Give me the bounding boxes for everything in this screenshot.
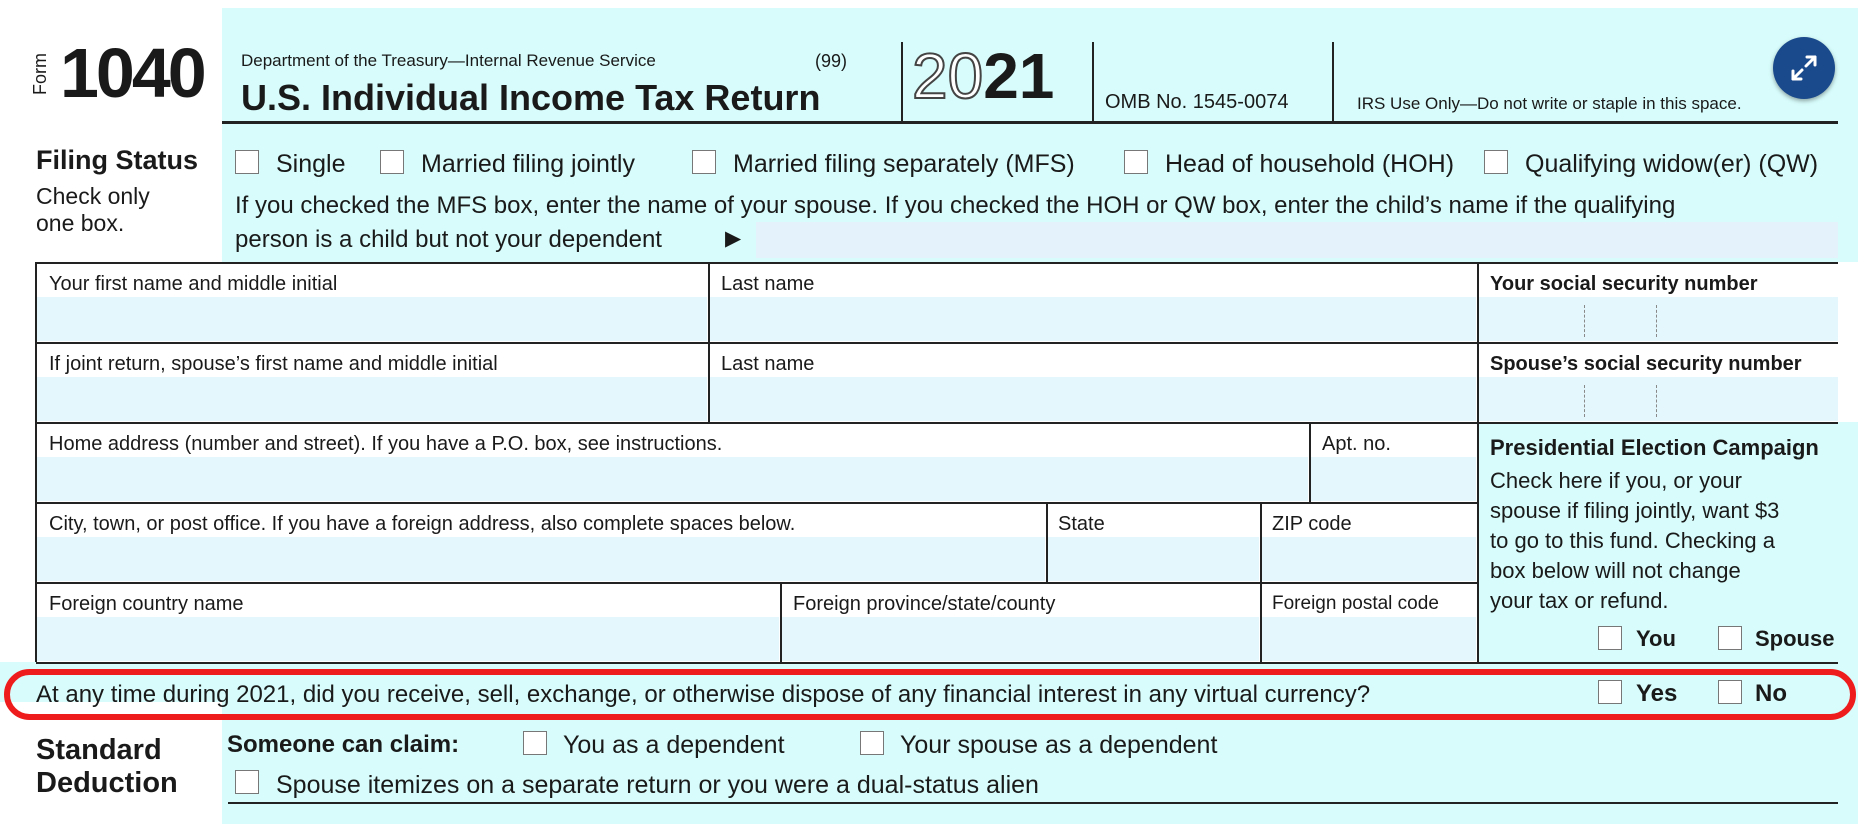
form-title: U.S. Individual Income Tax Return: [241, 77, 821, 118]
virtual-currency-no-label: No: [1755, 680, 1787, 707]
omb-number: OMB No. 1545-0074: [1105, 91, 1289, 113]
married-jointly-label: Married filing jointly: [421, 150, 635, 178]
head-of-household-label: Head of household (HOH): [1165, 150, 1455, 178]
standard-deduction-cyan-bg: [222, 702, 1858, 824]
campaign-you-label: You: [1636, 626, 1676, 651]
campaign-spouse-label: Spouse: [1755, 626, 1835, 651]
spouse-last-name-label: Last name: [721, 353, 815, 375]
virtual-currency-yes-label: Yes: [1636, 680, 1678, 707]
standard-deduction-title-1: Standard: [36, 734, 162, 766]
filing-status-note-2: one box.: [36, 210, 125, 236]
col-rule-last-name: [708, 262, 710, 422]
campaign-line-4: box below will not change: [1490, 558, 1741, 583]
tax-year-outline: 20: [912, 40, 984, 112]
someone-can-claim-label: Someone can claim:: [227, 731, 460, 758]
tax-year-bold: 21: [983, 40, 1055, 112]
qualifying-person-name-input[interactable]: [756, 222, 1838, 258]
spouse-itemizes-checkbox[interactable]: [235, 770, 259, 794]
spouse-last-name-input[interactable]: [710, 377, 1476, 421]
rule-virtual-top: [36, 662, 1838, 664]
state-input[interactable]: [1048, 537, 1259, 581]
form-word: Form: [30, 53, 50, 95]
arrow-right-icon: ▶: [725, 227, 742, 250]
married-separately-label: Married filing separately (MFS): [733, 150, 1075, 178]
city-label: City, town, or post office. If you have a foreign address, also complete spaces below.: [49, 513, 796, 535]
ssn-separator-2: [1656, 305, 1657, 337]
foreign-province-label: Foreign province/state/county: [793, 593, 1056, 615]
rule-foreign-top: [36, 582, 1478, 584]
last-name-label: Last name: [721, 273, 815, 295]
filing-status-title: Filing Status: [36, 145, 198, 175]
header-divider-3: [1332, 42, 1334, 122]
col-rule-ssn: [1477, 262, 1479, 662]
spouse-as-dependent-checkbox[interactable]: [860, 731, 884, 755]
ssn-label: Your social security number: [1490, 273, 1758, 295]
foreign-province-input[interactable]: [782, 617, 1259, 661]
rule-name-top: [36, 262, 1838, 264]
campaign-line-5: your tax or refund.: [1490, 588, 1669, 613]
apt-label: Apt. no.: [1322, 433, 1391, 455]
zip-input[interactable]: [1262, 537, 1476, 581]
first-name-label: Your first name and middle initial: [49, 273, 338, 295]
ssn-separator-1: [1584, 305, 1585, 337]
spouse-ssn-separator-1: [1584, 385, 1585, 417]
foreign-country-input[interactable]: [37, 617, 779, 661]
filing-status-instruction-2: person is a child but not your dependent: [235, 226, 662, 253]
foreign-postal-label: Foreign postal code: [1272, 593, 1439, 614]
col-rule-apt: [1309, 422, 1311, 502]
expand-button[interactable]: [1773, 37, 1835, 99]
last-name-input[interactable]: [710, 297, 1476, 341]
state-label: State: [1058, 513, 1105, 535]
form-number: 1040: [60, 34, 204, 112]
spouse-ssn-input[interactable]: [1479, 377, 1838, 421]
qualifying-widow-label: Qualifying widow(er) (QW): [1525, 150, 1819, 178]
spouse-first-name-label: If joint return, spouse’s first name and middle initial: [49, 353, 498, 375]
home-address-label: Home address (number and street). If you have a P.O. box, see instructions.: [49, 433, 723, 455]
left-border: [35, 262, 37, 662]
married-jointly-checkbox[interactable]: [380, 150, 404, 174]
tax-year: [912, 40, 1055, 112]
spouse-first-name-input[interactable]: [37, 377, 707, 421]
irs-use-only: IRS Use Only—Do not write or staple in this space.: [1357, 94, 1742, 113]
department: Department of the Treasury—Internal Revenue Service: [241, 51, 656, 70]
first-name-input[interactable]: [37, 297, 707, 341]
header-divider-2: [1092, 42, 1094, 122]
single-label: Single: [276, 150, 346, 178]
spouse-as-dependent-label: Your spouse as a dependent: [900, 731, 1218, 759]
rule-spouse-top: [36, 342, 1838, 344]
campaign-line-2: spouse if filing jointly, want $3: [1490, 498, 1780, 523]
you-as-dependent-checkbox[interactable]: [523, 731, 547, 755]
you-as-dependent-label: You as a dependent: [563, 731, 785, 759]
expand-icon: [1789, 53, 1819, 83]
filing-status-instruction-1: If you checked the MFS box, enter the name of your spouse. If you checked the HOH or QW box, enter the child’s name if the qualifying: [235, 192, 1676, 219]
header-bottom-rule: [222, 121, 1838, 124]
head-of-household-checkbox[interactable]: [1124, 150, 1148, 174]
city-input[interactable]: [37, 537, 1045, 581]
rule-address-top: [36, 422, 1838, 424]
qualifying-widow-checkbox[interactable]: [1484, 150, 1508, 174]
col-rule-state: [1046, 502, 1048, 582]
spouse-ssn-separator-2: [1656, 385, 1657, 417]
filing-status-note-1: Check only: [36, 183, 150, 209]
campaign-you-checkbox[interactable]: [1598, 626, 1622, 650]
col-rule-province: [780, 582, 782, 662]
home-address-input[interactable]: [37, 457, 1308, 501]
standard-deduction-title-2: Deduction: [36, 767, 178, 799]
form-code: (99): [815, 51, 848, 71]
header-divider-1: [901, 42, 903, 122]
virtual-currency-question: At any time during 2021, did you receive, sell, exchange, or otherwise dispose of any financial interest in any virtual currency?: [36, 681, 1371, 708]
spouse-itemizes-label: Spouse itemizes on a separate return or you were a dual-status alien: [276, 771, 1039, 799]
apt-input[interactable]: [1311, 457, 1476, 501]
single-checkbox[interactable]: [235, 150, 259, 174]
foreign-postal-input[interactable]: [1262, 617, 1476, 661]
married-separately-checkbox[interactable]: [692, 150, 716, 174]
campaign-spouse-checkbox[interactable]: [1718, 626, 1742, 650]
spouse-ssn-label: Spouse’s social security number: [1490, 353, 1802, 375]
campaign-title: Presidential Election Campaign: [1490, 435, 1819, 460]
ssn-input[interactable]: [1479, 297, 1838, 341]
virtual-currency-highlight: [4, 669, 1856, 720]
rule-bottom: [228, 802, 1838, 804]
zip-label: ZIP code: [1272, 513, 1352, 535]
campaign-line-3: to go to this fund. Checking a: [1490, 528, 1775, 553]
campaign-line-1: Check here if you, or your: [1490, 468, 1742, 493]
foreign-country-label: Foreign country name: [49, 593, 244, 615]
